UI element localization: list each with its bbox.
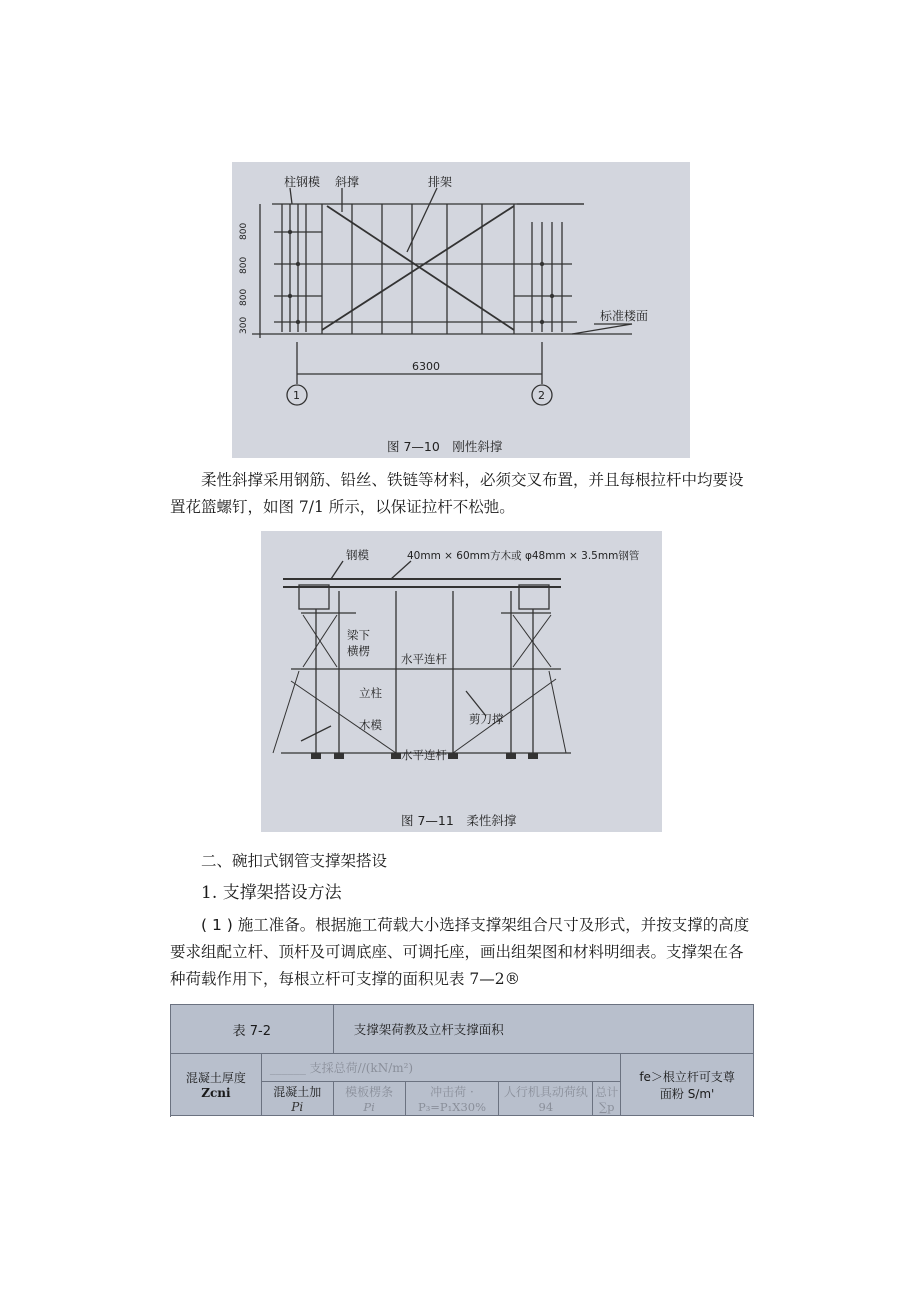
col-thickness: [171, 1054, 262, 1116]
table-title: 支撑架荷教及立杆支撑面积: [353, 1022, 504, 1037]
label-diagonal-brace: 斜撑: [335, 175, 360, 189]
paragraph-flexible-brace: 柔性斜撑采用钢筋、铅丝、铁链等材料，必须交叉布置，并且每根拉杆中均要设置花篮螺钉，如图 7/1 所示，以保证拉杆不松弛。: [170, 471, 744, 516]
label-beam-ledger-1: 梁下: [347, 628, 370, 642]
label-top-note: 40mm × 60mm方木或 φ48mm × 3.5mm钢管: [407, 550, 640, 562]
label-horizontal-tie-top: 水平连杆: [401, 652, 447, 666]
label-span-dimension: 6300: [412, 360, 440, 373]
label-column-formwork: 柱钢模: [284, 175, 321, 189]
figure2-caption: 图 7—11 柔性斜撑: [401, 813, 517, 828]
label-dim-3: 800: [239, 288, 249, 306]
table-id: 表 7-2: [232, 1023, 272, 1039]
subcol-concrete: 混凝土加 Pi: [261, 1082, 333, 1116]
paragraph-preparation: [170, 912, 754, 993]
figure1-caption: 图 7—10 刚性斜撑: [387, 439, 503, 454]
label-beam-ledger-2: 横楞: [347, 644, 370, 658]
label-axis-2: 2: [538, 389, 545, 402]
label-steel-formwork: 钢模: [346, 548, 369, 562]
rigid-brace-drawing: [232, 162, 690, 458]
label-axis-1: 1: [293, 389, 300, 402]
group-header: ______ 支採总荷//(kN/m²): [261, 1054, 620, 1082]
label-dim-1: 800: [239, 222, 249, 240]
subcol-total: 总计 ∑p: [593, 1082, 621, 1116]
flexible-brace-drawing: [261, 531, 662, 832]
figure-rigid-brace: [232, 162, 690, 458]
section-heading: 二、碗扣式钢管支撑架搭设: [201, 852, 388, 870]
paragraph-text: 施工准备。根据施工荷载大小选择支撑架组合尺寸及形式，并按支撑的高度要求组配立杆、顶杆及可调底座、可调托座，画出组架图和材料明细表。支撑架在各种荷载作用下，每根立杆可支撑的面积见表 7—2®: [170, 916, 750, 988]
col-thickness-line1: 混凝土厚度: [185, 1071, 246, 1085]
subcol-formwork-joist: 模板楞条 Pi: [333, 1082, 405, 1116]
label-dim-2: 800: [239, 256, 249, 274]
label-standard-floor: 标准楼面: [600, 309, 649, 323]
table-title-cell: [333, 1005, 753, 1054]
col-area-line2: 面粉 S∕m': [659, 1086, 715, 1101]
col-area-line1: fe＞根立杆可支尊: [639, 1069, 735, 1084]
label-dim-4: 300: [239, 316, 249, 334]
col-area: [621, 1054, 754, 1116]
label-bent-frame: 排架: [428, 175, 453, 189]
paragraph-number: ( 1 ): [201, 916, 233, 934]
subcol-pedestrian-load: 人行机具动荷纨 94: [499, 1082, 593, 1116]
col-thickness-line2: Zcni: [201, 1086, 231, 1100]
figure-flexible-brace: [261, 531, 662, 832]
table-support-load: [170, 1004, 754, 1116]
label-post: 立柱: [359, 686, 382, 700]
label-horizontal-tie-bottom: 水平连杆: [401, 748, 447, 762]
table-id-cell: [171, 1005, 334, 1054]
label-scissor-brace: 剪刀撑: [469, 712, 504, 726]
subcol-impact-load: 冲击荷 · P₃=P₁X30%: [405, 1082, 499, 1116]
label-wood-formwork: 木模: [359, 718, 382, 732]
subsection-heading: 1. 支撑架搭设方法: [201, 883, 342, 903]
